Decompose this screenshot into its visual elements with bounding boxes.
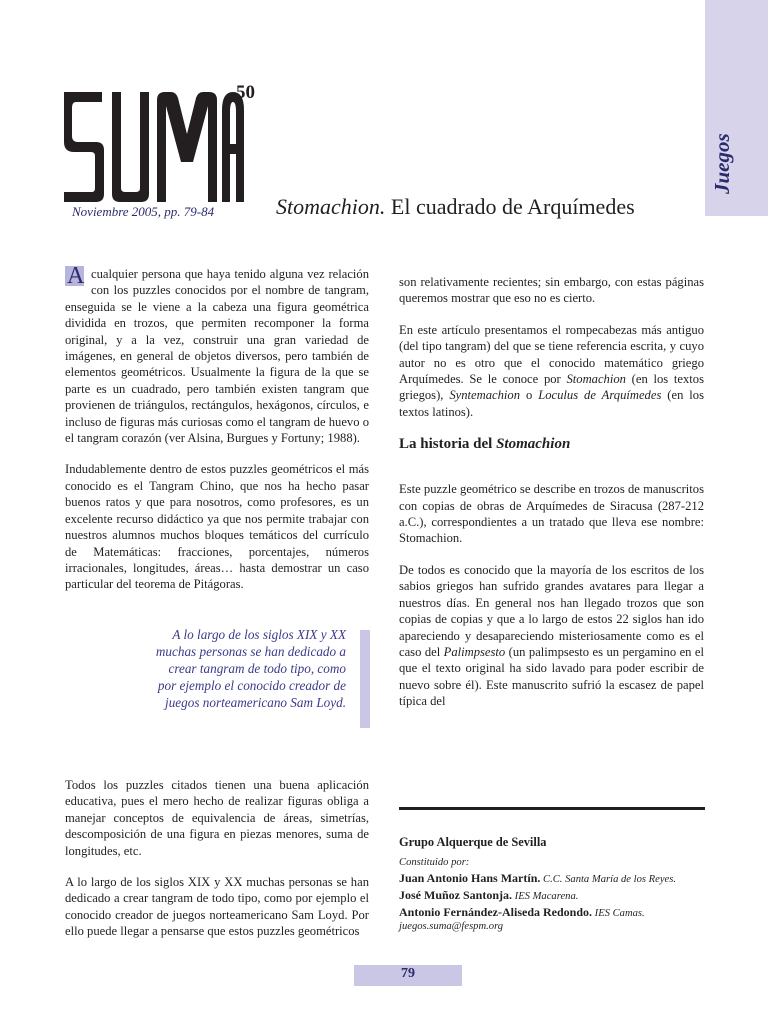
paragraph: Indudablemente dentro de estos puzzles geométricos el más conocido es el Tangram Chino, que nos ha hecho pasar buenos ratos y que para nosotros, como profesores, es un excelente recurso didáctico ya que nos permite trabajar con nuestros alumnos muchos bloques temáticos del currículo de Matemáticas: fracciones, porcentajes, números irracionales, longitudes, áreas… hasta demostrar un caso particular del teorema de Pitágoras. xyxy=(65,462,369,592)
text-run-italic: Palimpsesto xyxy=(443,644,506,659)
text-run-italic: Syntemachion xyxy=(449,388,521,403)
text-run: (en los textos griegos), xyxy=(399,372,704,403)
pull-quote: A lo largo de los siglos XIX y XX muchas personas se han dedicado a crear tangram de todo tipo, como por ejemplo el conocido creador de juegos norteamericano Sam Loyd. xyxy=(155,627,346,710)
dropcap-box xyxy=(65,263,85,289)
paragraph: son relativamente recientes; sin embargo, con estas páginas queremos mostrar que eso no es cierto. xyxy=(399,275,704,306)
author-divider xyxy=(399,807,705,810)
paragraph: Este puzzle geométrico se describe en trozos de manuscritos con copias de obras de Arquímedes de Siracusa (287-212 a.C.), correspondientes a un tratado que lleva ese nombre: Stomachion. xyxy=(399,482,704,546)
page-number: 79 xyxy=(401,966,415,981)
paragraph-text: cualquier persona que haya tenido alguna vez relación con los puzzles conocidos por el nombre de tangram, enseguida se le viene a la cabeza una figura geométrica dividida en trozos, que permiten recomponer la forma original, y a la vez, construir una gran variedad de imágenes, en general de objetos diversos, pero también de elementos geométricos. Usualmente la figura de la que se parte es un cuadrado, pero también existen tangram que provienen de triángulos, rectángulos, hexágonos, círculos, e incluso de figuras más curiosas como el tangram de huevo o el tangram corazón (ver Alsina, Burgues y Fortuny; 1988). xyxy=(65,267,369,446)
heading-text-italic: Stomachion xyxy=(496,436,571,452)
author-name: Juan Antonio Hans Martín. xyxy=(399,871,541,885)
author-group: Grupo Alquerque de Sevilla xyxy=(399,835,547,849)
heading-text: La historia del xyxy=(399,436,497,452)
left-column xyxy=(65,263,369,608)
text-run: (en los textos latinos). xyxy=(399,388,705,419)
text-run: o xyxy=(520,388,539,403)
paragraph xyxy=(399,562,704,710)
paragraph xyxy=(399,322,704,420)
paragraph: Todos los puzzles citados tienen una buena aplicación educativa, pues el mero hecho de realizar figuras obliga a manejar conceptos de equivalencia de áreas, simetrías, descomposición de una figura en piezas menores, suma de longitudes, etc. xyxy=(65,778,369,858)
author-name: José Muñoz Santonja. xyxy=(399,888,513,902)
dropcap: A xyxy=(67,263,85,289)
pull-quote-bar xyxy=(360,630,370,728)
paragraph xyxy=(65,263,369,446)
text-run-italic: Stomachion xyxy=(566,372,626,387)
article-title xyxy=(276,194,635,220)
author-affiliation: IES Camas. xyxy=(592,908,645,919)
text-run: (un palimpsesto es un pergamino en el que el texto original ha sido lavado para poder escribir de nuevo sobre él). Este manuscrito sufrió la escasez de papel típica del xyxy=(399,644,704,709)
right-column xyxy=(399,274,704,725)
author-intro: Constituido por: xyxy=(399,857,470,868)
article-title-italic: Stomachion. xyxy=(276,194,386,219)
section-tab-label: Juegos xyxy=(710,133,734,194)
section-heading xyxy=(399,436,570,453)
text-run-italic: Loculus de Arquímedes xyxy=(538,388,662,403)
text-run: De todos es conocido que la mayoría de los escritos de los sabios griegos han sufrido grandes avatares para llegar a nuestros días. En general nos han llegado trozos que son copias de copias y que a lo largo de estos 22 siglos han ido apareciendo y desapareciendo misteriosamente como es el caso del xyxy=(399,562,704,659)
author-line xyxy=(399,905,645,920)
author-affiliation: IES Macarena. xyxy=(512,891,579,902)
author-affiliation: C.C. Santa María de los Reyes. xyxy=(540,874,677,885)
issue-number: 50 xyxy=(236,82,255,103)
author-name: Antonio Fernández-Aliseda Redondo. xyxy=(399,905,593,919)
text-run: En este artículo presentamos el rompecabezas más antiguo (del tipo tangram) del que se tiene referencia escrita, y cuyo autor no es otro que el conocido matemático griego Arquímedes. Se le conoce por xyxy=(399,322,704,387)
author-email[interactable]: juegos.suma@fespm.org xyxy=(399,921,504,932)
author-line xyxy=(399,871,676,886)
left-column-bottom xyxy=(65,777,369,955)
suma-logo xyxy=(62,88,244,206)
paragraph: A lo largo de los siglos XIX y XX muchas personas se han dedicado a crear tangram de todo tipo, como por ejemplo el conocido creador de juegos norteamericano Sam Loyd. Por ello puede llegar a pensarse que estos puzzles geométricos xyxy=(65,875,369,939)
issue-date: Noviembre 2005, pp. 79-84 xyxy=(72,204,215,219)
author-line xyxy=(399,888,578,903)
article-title-rest: El cuadrado de Arquímedes xyxy=(385,194,635,219)
